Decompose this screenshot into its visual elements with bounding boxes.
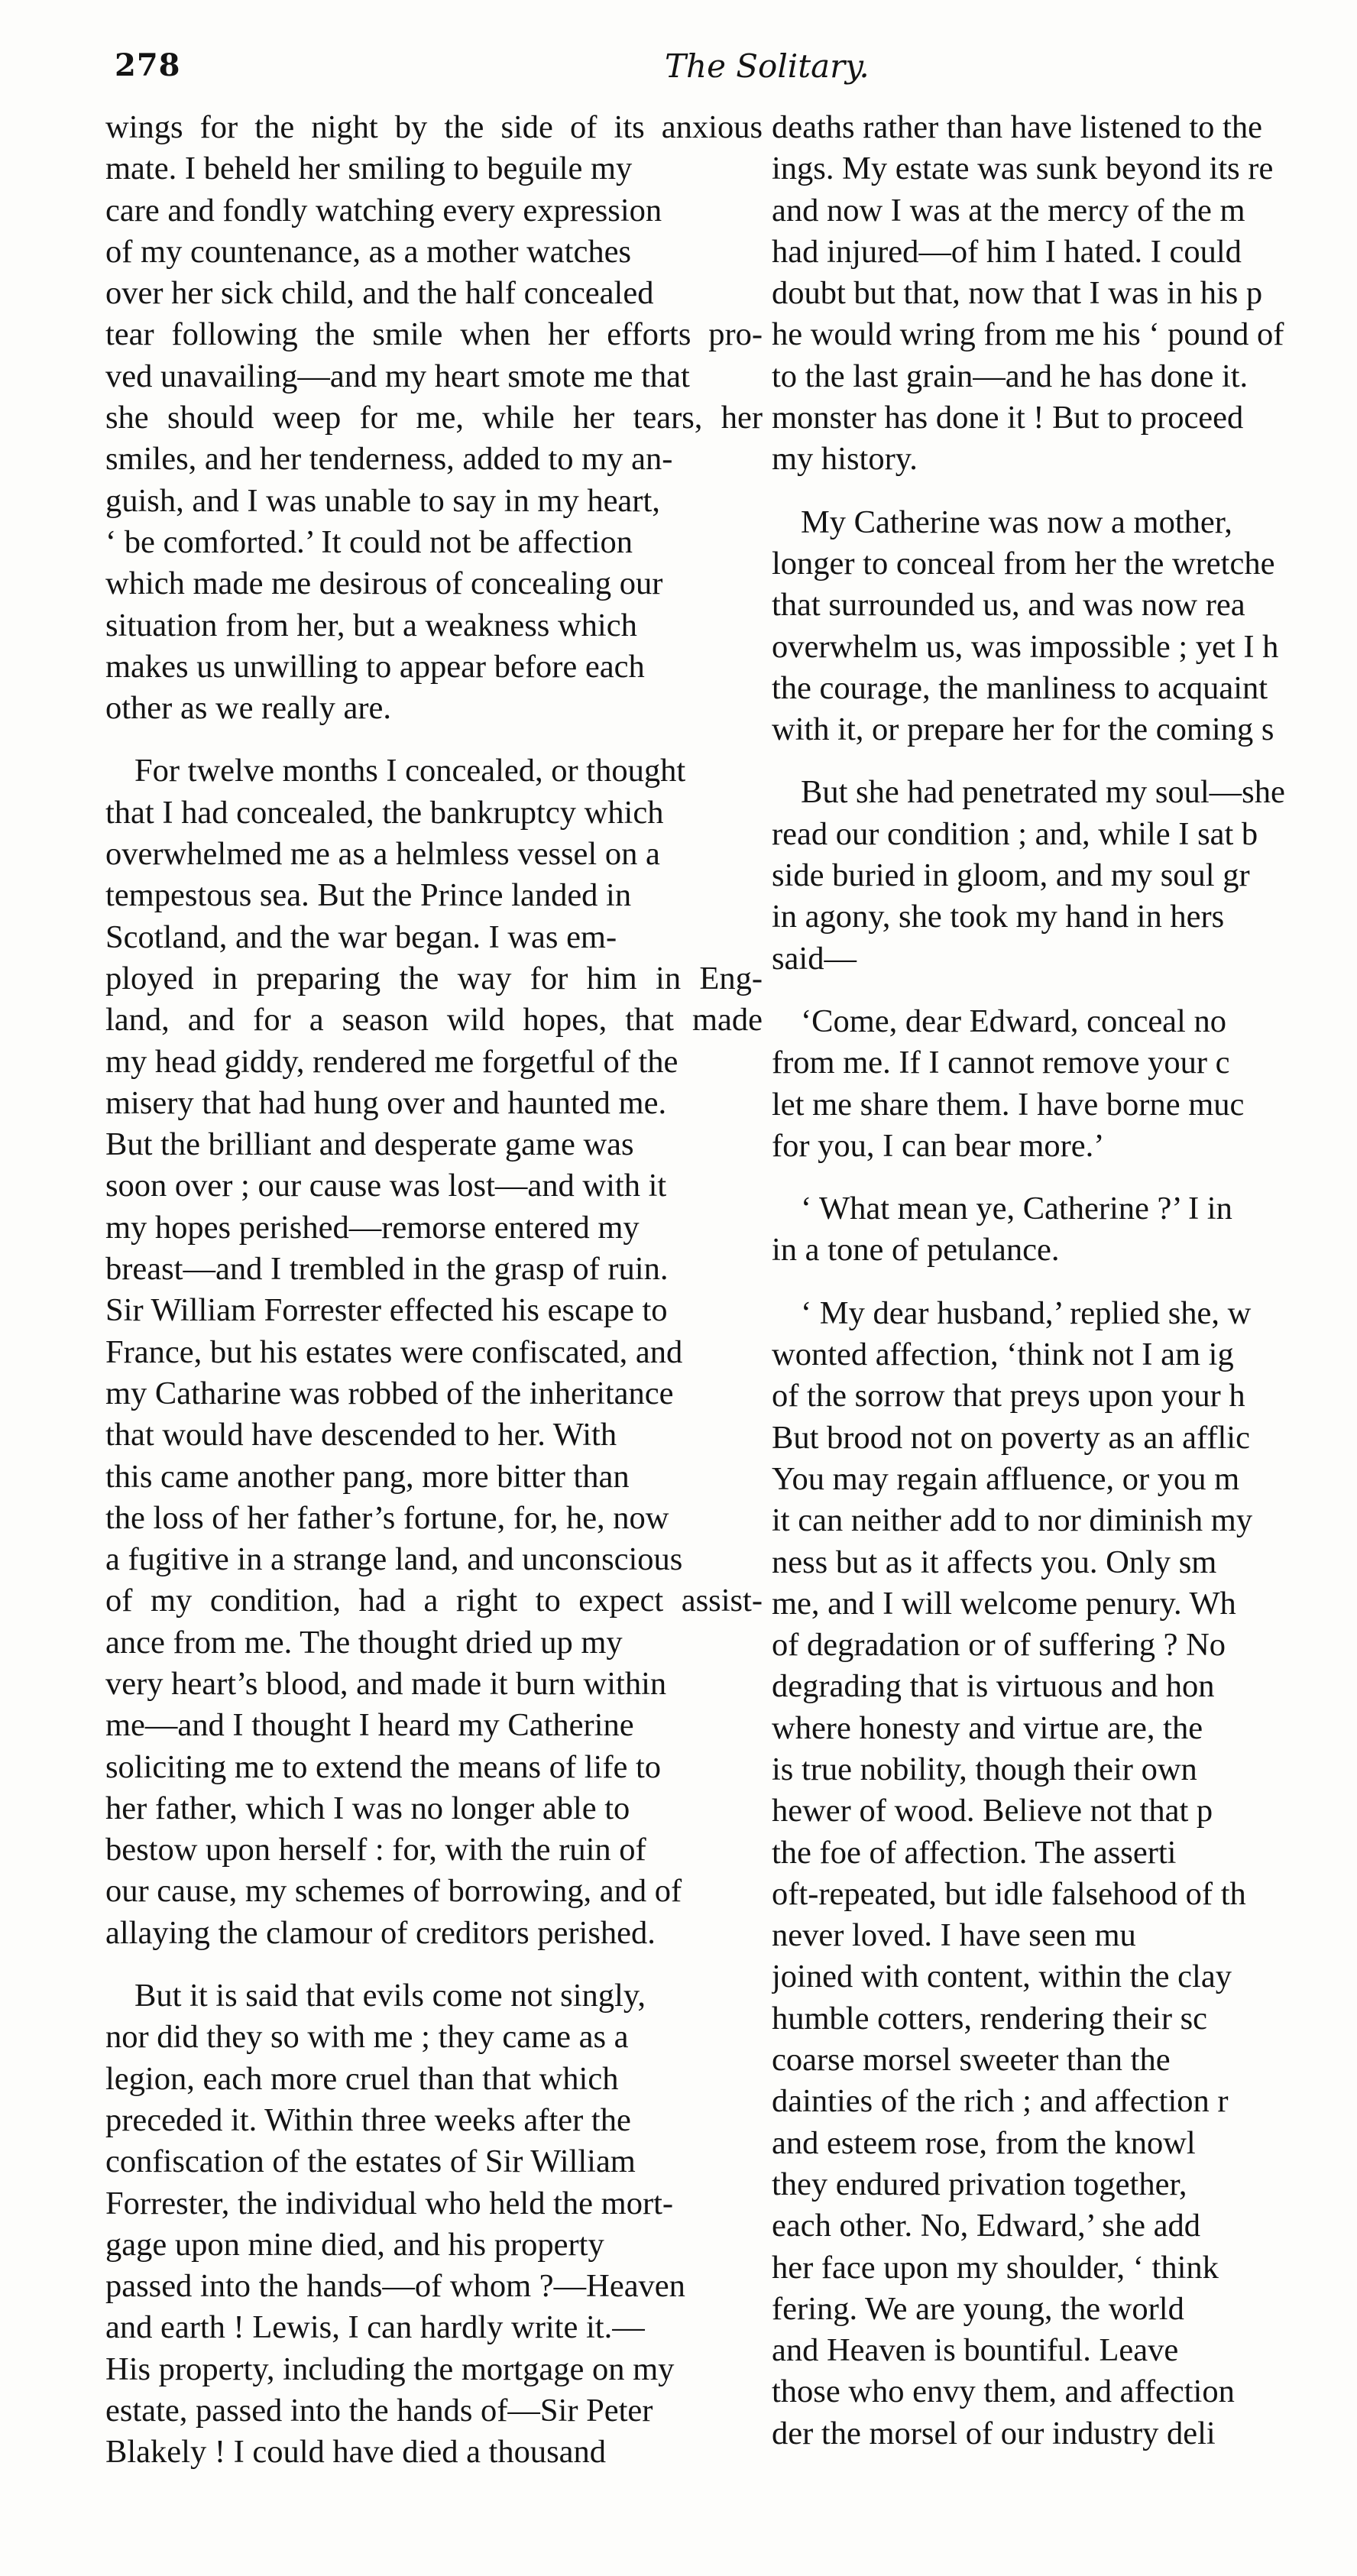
text-line: joined with content, within the clay bbox=[772, 1959, 1232, 1995]
text-line: they endured privation together, bbox=[772, 2166, 1187, 2202]
text-line: overwhelm us, was impossible ; yet I h bbox=[772, 628, 1279, 665]
text-line: You may regain affluence, or you m bbox=[772, 1460, 1240, 1497]
text-line: those who envy them, and affection bbox=[772, 2373, 1235, 2410]
text-line: Blakely ! I could have died a thousand bbox=[105, 2434, 607, 2471]
text-line: deaths rather than have listened to the bbox=[772, 109, 1262, 145]
text-line: had injured—of him I hated. I could bbox=[772, 233, 1242, 270]
text-line: the foe of affection. The asserti bbox=[772, 1834, 1177, 1871]
text-line: estate, passed into the hands of—Sir Peter bbox=[105, 2393, 653, 2429]
text-line: very heart’s blood, and made it burn within bbox=[105, 1665, 667, 1702]
text-line: preceded it. Within three weeks after the bbox=[105, 2101, 631, 2138]
text-line: nor did they so with me ; they came as a bbox=[105, 2019, 629, 2056]
text-line: of degradation or of suffering ? No bbox=[772, 1627, 1226, 1664]
text-line: for you, I can bear more.’ bbox=[772, 1127, 1105, 1164]
text-line: But brood not on poverty as an afflic bbox=[772, 1419, 1250, 1456]
text-line: to the last grain—and he has done it. bbox=[772, 358, 1249, 394]
text-line: her face upon my shoulder, ‘ think bbox=[772, 2249, 1219, 2286]
paragraph bbox=[772, 502, 1357, 751]
text-line: gage upon mine died, and his property bbox=[105, 2226, 604, 2263]
text-line: wings for the night by the side of its anxious bbox=[105, 109, 763, 145]
text-line: confiscation of the estates of Sir William bbox=[105, 2143, 636, 2180]
text-line: our cause, my schemes of borrowing, and of bbox=[105, 1873, 682, 1910]
text-line: her father, which I was no longer able to bbox=[105, 1790, 630, 1826]
text-line: of the sorrow that preys upon your h bbox=[772, 1378, 1245, 1414]
text-line: where honesty and virtue are, the bbox=[772, 1709, 1203, 1746]
text-line: is true nobility, though their own bbox=[772, 1751, 1197, 1787]
text-line: soon over ; our cause was lost—and with it bbox=[105, 1168, 667, 1204]
text-line: care and fondly watching every expression bbox=[105, 192, 662, 228]
text-line: of my condition, had a right to expect assist- bbox=[105, 1583, 763, 1619]
text-line: that I had concealed, the bankruptcy which bbox=[105, 794, 664, 831]
text-line: in a tone of petulance. bbox=[772, 1232, 1060, 1269]
text-line: smiles, and her tenderness, added to my an- bbox=[105, 441, 673, 478]
text-line: other as we really are. bbox=[105, 690, 392, 727]
text-line: over her sick child, and the half concealed bbox=[105, 275, 654, 312]
paragraph bbox=[772, 772, 1357, 979]
text-line: dainties of the rich ; and affection r bbox=[772, 2083, 1229, 2120]
text-line: ‘ be comforted.’ It could not be affection bbox=[105, 523, 633, 560]
text-line: bestow upon herself : for, with the ruin of bbox=[105, 1832, 646, 1868]
text-line: and earth ! Lewis, I can hardly write it.— bbox=[105, 2309, 645, 2346]
text-line: humble cotters, rendering their sc bbox=[772, 2000, 1208, 2036]
text-line: My Catherine was now a mother, bbox=[801, 504, 1232, 540]
text-line: read our condition ; and, while I sat b bbox=[772, 815, 1258, 852]
paragraph bbox=[772, 1001, 1357, 1167]
text-line: said— bbox=[772, 940, 857, 977]
text-line: the courage, the manliness to acquaint bbox=[772, 669, 1268, 706]
text-line: of my countenance, as a mother watches bbox=[105, 233, 631, 270]
text-line: France, but his estates were confiscated, and bbox=[105, 1333, 683, 1370]
text-line: oft-repeated, but idle falsehood of th bbox=[772, 1875, 1246, 1912]
text-line: tempestous sea. But the Prince landed in bbox=[105, 877, 632, 914]
text-line: wonted affection, ‘think not I am ig bbox=[772, 1337, 1234, 1373]
text-line: For twelve months I concealed, or thought bbox=[134, 753, 686, 789]
text-line: and now I was at the mercy of the m bbox=[772, 192, 1245, 228]
text-line: overwhelmed me as a helmless vessel on a bbox=[105, 836, 660, 873]
text-line: monster has done it ! But to proceed bbox=[772, 400, 1244, 436]
text-line: and Heaven is bountiful. Leave bbox=[772, 2332, 1179, 2369]
text-line: she should weep for me, while her tears, her bbox=[105, 400, 763, 436]
paragraph bbox=[772, 107, 1357, 481]
text-line: me—and I thought I heard my Catherine bbox=[105, 1707, 634, 1744]
paragraph bbox=[772, 1188, 1357, 1272]
text-line: ‘ My dear husband,’ replied she, w bbox=[801, 1294, 1252, 1331]
text-line: side buried in gloom, and my soul gr bbox=[772, 857, 1250, 894]
text-line: me, and I will welcome penury. Wh bbox=[772, 1585, 1236, 1622]
paragraph bbox=[105, 1975, 763, 2474]
text-line: longer to conceal from her the wretche bbox=[772, 545, 1275, 582]
text-line: never loved. I have seen mu bbox=[772, 1917, 1136, 1954]
text-line: hewer of wood. Believe not that p bbox=[772, 1793, 1213, 1829]
text-line: which made me desirous of concealing our bbox=[105, 565, 663, 602]
right-text-column bbox=[772, 107, 1357, 2552]
text-line: mate. I beheld her smiling to beguile my bbox=[105, 151, 633, 187]
text-line: passed into the hands—of whom ?—Heaven bbox=[105, 2268, 685, 2305]
text-line: ‘ What mean ye, Catherine ?’ I in bbox=[801, 1191, 1232, 1227]
text-line: my head giddy, rendered me forgetful of the bbox=[105, 1043, 678, 1080]
text-line: makes us unwilling to appear before each bbox=[105, 648, 645, 685]
paragraph bbox=[105, 107, 763, 729]
text-line: Scotland, and the war began. I was em- bbox=[105, 919, 617, 955]
text-line: ings. My estate was sunk beyond its re bbox=[772, 151, 1274, 187]
text-line: it can neither add to nor diminish my bbox=[772, 1502, 1253, 1539]
text-line: my Catharine was robbed of the inheritance bbox=[105, 1375, 674, 1411]
text-line: coarse morsel sweeter than the bbox=[772, 2042, 1171, 2079]
text-line: ance from me. The thought dried up my bbox=[105, 1624, 623, 1661]
text-line: that would have descended to her. With bbox=[105, 1417, 617, 1453]
text-line: the loss of her father’s fortune, for, he, now bbox=[105, 1499, 669, 1536]
text-line: breast—and I trembled in the grasp of ruin. bbox=[105, 1251, 669, 1288]
text-line: But she had penetrated my soul—she bbox=[801, 774, 1285, 811]
text-line: let me share them. I have borne muc bbox=[772, 1086, 1245, 1123]
text-line: this came another pang, more bitter than bbox=[105, 1458, 630, 1495]
text-line: tear following the smile when her efforts pro- bbox=[105, 316, 763, 353]
text-line: he would wring from me his ‘ pound of bbox=[772, 316, 1284, 353]
text-line: my history. bbox=[772, 441, 918, 478]
text-line: degrading that is virtuous and hon bbox=[772, 1668, 1215, 1705]
text-line: guish, and I was unable to say in my heart, bbox=[105, 482, 660, 519]
text-line: fering. We are young, the world bbox=[772, 2290, 1184, 2327]
text-line: misery that had hung over and haunted me. bbox=[105, 1084, 667, 1121]
text-line: with it, or prepare her for the coming s bbox=[772, 711, 1274, 748]
running-title: The Solitary. bbox=[665, 47, 870, 85]
text-line: allaying the clamour of creditors perished. bbox=[105, 1914, 656, 1951]
text-line: Sir William Forrester effected his escape to bbox=[105, 1292, 668, 1329]
text-line: But the brilliant and desperate game was bbox=[105, 1126, 634, 1163]
text-line: ployed in preparing the way for him in Eng- bbox=[105, 960, 763, 996]
paragraph bbox=[772, 1293, 1357, 2454]
page-number: 278 bbox=[115, 47, 181, 83]
text-line: ness but as it affects you. Only sm bbox=[772, 1544, 1217, 1580]
text-line: and esteem rose, from the knowl bbox=[772, 2124, 1196, 2161]
text-line: a fugitive in a strange land, and unconscious bbox=[105, 1541, 683, 1578]
text-line: from me. If I cannot remove your c bbox=[772, 1045, 1230, 1081]
text-line: But it is said that evils come not singly, bbox=[134, 1978, 646, 2014]
text-line: der the morsel of our industry deli bbox=[772, 2415, 1216, 2451]
text-line: in agony, she took my hand in hers bbox=[772, 899, 1225, 935]
text-line: ‘Come, dear Edward, conceal no bbox=[801, 1003, 1226, 1039]
text-line: that surrounded us, and was now rea bbox=[772, 587, 1245, 624]
text-line: doubt but that, now that I was in his p bbox=[772, 275, 1263, 312]
text-line: legion, each more cruel than that which bbox=[105, 2060, 619, 2097]
running-head bbox=[115, 47, 1326, 93]
left-text-column bbox=[105, 107, 763, 2552]
text-line: land, and for a season wild hopes, that made bbox=[105, 1002, 763, 1039]
text-line: my hopes perished—remorse entered my bbox=[105, 1209, 640, 1246]
text-line: soliciting me to extend the means of life to bbox=[105, 1748, 662, 1785]
text-line: situation from her, but a weakness which bbox=[105, 607, 637, 643]
text-line: Forrester, the individual who held the mort- bbox=[105, 2185, 674, 2221]
text-line: His property, including the mortgage on my bbox=[105, 2351, 675, 2387]
text-line: ved unavailing—and my heart smote me that bbox=[105, 358, 690, 394]
text-line: each other. No, Edward,’ she add bbox=[772, 2208, 1200, 2244]
paragraph bbox=[105, 750, 763, 1954]
